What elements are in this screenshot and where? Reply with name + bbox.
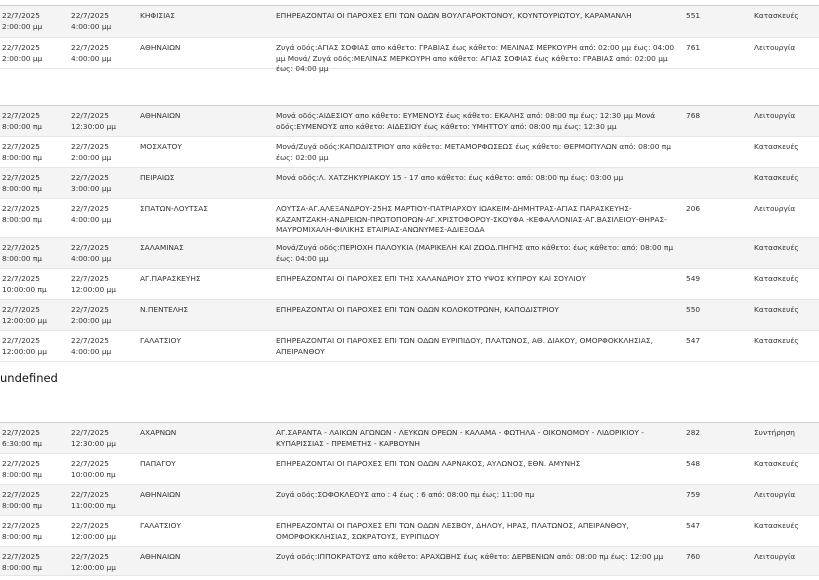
section-heading: undefined xyxy=(0,371,58,385)
end-datetime xyxy=(71,305,137,326)
end-datetime-text: 10:00:00 πμ xyxy=(71,469,116,479)
end-datetime-text: 22/7/2025 xyxy=(71,305,109,314)
affected-streets-text: ΕΠΗΡΕΑΖΟΝΤΑΙ ΟΙ ΠΑΡΟΧΕΣ ΕΠΙ ΤΩΝ ΟΔΩΝ ΛΕΣΒΟΥ, ΔΗΛΟΥ, ΗΡΑΣ, ΠΛΑΤΩΝΟΣ, ΑΠΕΙΡΑΝΘΟΥ, ΟΜΟΡΦΟΚΚΛΗΣΙΑΣ, ΣΩΚΡΑΤΟΥΣ, ΕΥΡΙΠΙΔΟΥ xyxy=(276,521,629,541)
affected-streets xyxy=(276,142,680,163)
end-datetime-text: 22/7/2025 xyxy=(71,243,109,252)
start-datetime-text: 8:00:00 πμ xyxy=(2,253,42,263)
outage-table-group-3 xyxy=(0,422,819,576)
start-datetime xyxy=(2,428,68,449)
end-datetime-text: 12:00:00 μμ xyxy=(71,531,116,541)
start-datetime-text: 2:00:00 μμ xyxy=(2,53,43,63)
work-number xyxy=(686,11,726,22)
area-name-text: ΣΑΛΑΜΙΝΑΣ xyxy=(140,243,184,252)
start-datetime-text: 12:00:00 μμ xyxy=(2,346,47,356)
end-datetime xyxy=(71,459,137,480)
affected-streets-text: ΑΓ.ΣΑΡΑΝΤΑ - ΛΑΙΚΩΝ ΑΓΩΝΩΝ - ΛΕΥΚΩΝ ΟΡΕΩΝ - ΚΑΛΑΜΑ - ΦΩΤΗΛΑ - ΟΙΚΟΝΟΜΟΥ - ΛΙΔΟΡΙΚΙΟΥ - ΚΥΠΑΡΙΣΣΙΑΣ - ΠΡΕΜΕΤΗΣ - ΚΑΡΒΟΥΝΗ xyxy=(276,428,644,448)
end-datetime-text: 22/7/2025 xyxy=(71,459,109,468)
table-row xyxy=(0,168,819,199)
work-type-text: Κατασκευές xyxy=(754,459,799,468)
start-datetime-text: 22/7/2025 xyxy=(2,274,40,283)
area-name xyxy=(140,111,270,122)
work-type xyxy=(754,274,816,285)
work-type xyxy=(754,552,816,563)
table-row xyxy=(0,516,819,547)
start-datetime-text: 22/7/2025 xyxy=(2,111,40,120)
start-datetime-text: 8:00:00 πμ xyxy=(2,531,42,541)
end-datetime xyxy=(71,428,137,449)
work-type-text: Λειτουργία xyxy=(754,490,796,499)
affected-streets-text: ΛΟΥΤΣΑ-ΑΓ.ΑΛΕΞΑΝΔΡΟΥ-25ΗΣ ΜΑΡΤΙΟΥ-ΠΑΤΡΙΑΡΧΟΥ ΙΩΑΚΕΙΜ-ΔΗΜΗΤΡΑΣ-ΑΓΙΑΣ ΠΑΡΑΣΚΕΥΗΣ-ΚΑΖΑΝΤΖΑΚΗ-ΑΝΔΡΕΙΩΝ-ΠΡΩΤΟΠΟΡΩΝ-ΑΓ.ΧΡΙΣΤΟΦΟΡΟΥ-ΣΚΟΥΦΑ -ΚΕΦΑΛΛΟΝΙΑΣ-ΑΓ.ΒΑΣΙΛΕΙΟΥ-ΘΗΡΑΣ-ΜΑΥΡΟΜΙΧΑΛΗ-ΦΙΛΙΚΗΣ ΕΤΑΙΡΙΑΣ-ΑΝΩΝΥΜΕΣ-ΑΔΙΕΞΟΔΑ xyxy=(276,204,667,234)
outage-table-group-2 xyxy=(0,105,819,362)
end-datetime-text: 2:00:00 μμ xyxy=(71,152,112,162)
work-type-text: Λειτουργία xyxy=(754,204,796,213)
affected-streets-text: Ζυγά οδός:ΙΠΠΟΚΡΑΤΟΥΣ απο κάθετο: ΑΡΑΧΩΒΗΣ έως κάθετο: ΔΕΡΒΕΝΙΩΝ από: 08:00 πμ έως: 12:00 μμ xyxy=(276,552,664,561)
area-name-text: ΚΗΦΙΣΙΑΣ xyxy=(140,11,175,20)
start-datetime xyxy=(2,305,68,326)
work-number-text: 759 xyxy=(686,490,701,499)
start-datetime-text: 22/7/2025 xyxy=(2,142,40,151)
work-type xyxy=(754,521,816,532)
affected-streets xyxy=(276,204,680,236)
end-datetime-text: 2:00:00 μμ xyxy=(71,315,112,325)
work-number-text: 547 xyxy=(686,336,701,345)
table-row xyxy=(0,199,819,238)
start-datetime xyxy=(2,43,68,64)
affected-streets xyxy=(276,173,680,184)
end-datetime xyxy=(71,274,137,295)
work-type-text: Κατασκευές xyxy=(754,274,799,283)
end-datetime xyxy=(71,173,137,194)
work-number-text: 548 xyxy=(686,459,701,468)
work-number xyxy=(686,552,726,563)
end-datetime-text: 11:00:00 πμ xyxy=(71,500,116,510)
area-name xyxy=(140,490,270,501)
start-datetime-text: 8:00:00 πμ xyxy=(2,562,42,572)
end-datetime xyxy=(71,204,137,225)
work-type-text: Κατασκευές xyxy=(754,521,799,530)
area-name xyxy=(140,243,270,254)
start-datetime xyxy=(2,243,68,264)
work-type-text: Κατασκευές xyxy=(754,305,799,314)
work-type-text: Λειτουργία xyxy=(754,43,796,52)
table-row xyxy=(0,454,819,485)
end-datetime-text: 12:00:00 μμ xyxy=(71,284,116,294)
work-type xyxy=(754,305,816,316)
area-name-text: ΑΘΗΝΑΙΩΝ xyxy=(140,43,181,52)
end-datetime-text: 22/7/2025 xyxy=(71,521,109,530)
end-datetime xyxy=(71,336,137,357)
end-datetime-text: 4:00:00 μμ xyxy=(71,346,112,356)
end-datetime-text: 12:30:00 μμ xyxy=(71,121,116,131)
end-datetime-text: 4:00:00 μμ xyxy=(71,53,112,63)
area-name xyxy=(140,428,270,439)
start-datetime-text: 8:00:00 πμ xyxy=(2,152,42,162)
work-type-text: Κατασκευές xyxy=(754,142,799,151)
area-name xyxy=(140,305,270,316)
work-number-text: 550 xyxy=(686,305,701,314)
affected-streets-text: Μονά/Ζυγά οδός:ΚΑΠΟΔΙΣΤΡΙΟΥ απο κάθετο: ΜΕΤΑΜΟΡΦΩΣΕΩΣ έως κάθετο: ΘΕΡΜΟΠΥΛΩΝ από: 08:00 πμ έως: 02:00 μμ xyxy=(276,142,671,162)
affected-streets-text: ΕΠΗΡΕΑΖΟΝΤΑΙ ΟΙ ΠΑΡΟΧΕΣ ΕΠΙ ΤΗΣ ΧΑΛΑΝΔΡΙΟΥ ΣΤΟ ΥΨΟΣ ΚΥΠΡΟΥ ΚΑΙ ΣΟΥΛΙΟΥ xyxy=(276,274,587,283)
area-name xyxy=(140,142,270,153)
area-name-text: ΑΘΗΝΑΙΩΝ xyxy=(140,111,181,120)
start-datetime xyxy=(2,490,68,511)
area-name xyxy=(140,204,270,215)
start-datetime-text: 22/7/2025 xyxy=(2,43,40,52)
work-type xyxy=(754,43,816,54)
affected-streets xyxy=(276,11,680,22)
work-number-text: 768 xyxy=(686,111,701,120)
work-number xyxy=(686,43,726,54)
start-datetime xyxy=(2,521,68,542)
start-datetime xyxy=(2,142,68,163)
affected-streets xyxy=(276,43,680,75)
affected-streets-text: ΕΠΗΡΕΑΖΟΝΤΑΙ ΟΙ ΠΑΡΟΧΕΣ ΕΠΙ ΤΩΝ ΟΔΩΝ ΕΥΡΙΠΙΔΟΥ, ΠΛΑΤΩΝΟΣ, ΑΘ. ΔΙΑΚΟΥ, ΟΜΟΡΦΟΚΚΛΗΣΙΑΣ, ΑΠΕΙΡΑΝΘΟΥ xyxy=(276,336,653,356)
start-datetime-text: 8:00:00 πμ xyxy=(2,183,42,193)
end-datetime-text: 22/7/2025 xyxy=(71,552,109,561)
area-name-text: ΜΟΣΧΑΤΟΥ xyxy=(140,142,182,151)
table-row xyxy=(0,331,819,362)
end-datetime xyxy=(71,552,137,573)
work-type-text: Λειτουργία xyxy=(754,552,796,561)
area-name xyxy=(140,521,270,532)
end-datetime-text: 22/7/2025 xyxy=(71,142,109,151)
table-row xyxy=(0,238,819,269)
start-datetime-text: 22/7/2025 xyxy=(2,521,40,530)
area-name-text: ΑΘΗΝΑΙΩΝ xyxy=(140,490,181,499)
area-name xyxy=(140,459,270,470)
table-row xyxy=(0,300,819,331)
work-number xyxy=(686,459,726,470)
end-datetime xyxy=(71,243,137,264)
area-name-text: ΓΑΛΑΤΣΙΟΥ xyxy=(140,521,181,530)
work-number xyxy=(686,274,726,285)
work-number xyxy=(686,336,726,347)
affected-streets xyxy=(276,243,680,264)
affected-streets-text: ΕΠΗΡΕΑΖΟΝΤΑΙ ΟΙ ΠΑΡΟΧΕΣ ΕΠΙ ΤΩΝ ΟΔΩΝ ΒΟΥΛΓΑΡΟΚΤΟΝΟΥ, ΚΟΥΝΤΟΥΡΙΩΤΟΥ, ΚΑΡΑΜΑΝΛΗ xyxy=(276,11,632,20)
area-name xyxy=(140,11,270,22)
start-datetime-text: 22/7/2025 xyxy=(2,459,40,468)
area-name xyxy=(140,173,270,184)
end-datetime-text: 22/7/2025 xyxy=(71,173,109,182)
end-datetime xyxy=(71,142,137,163)
work-type xyxy=(754,11,816,22)
start-datetime xyxy=(2,173,68,194)
work-type-text: Κατασκευές xyxy=(754,243,799,252)
start-datetime-text: 22/7/2025 xyxy=(2,552,40,561)
work-number xyxy=(686,428,726,439)
table-row xyxy=(0,269,819,300)
end-datetime-text: 4:00:00 μμ xyxy=(71,214,112,224)
end-datetime-text: 22/7/2025 xyxy=(71,204,109,213)
affected-streets xyxy=(276,521,680,542)
end-datetime xyxy=(71,490,137,511)
table-row xyxy=(0,38,819,73)
outage-table-group-1 xyxy=(0,5,819,73)
end-datetime-text: 12:30:00 μμ xyxy=(71,438,116,448)
affected-streets xyxy=(276,490,680,501)
end-datetime xyxy=(71,111,137,132)
end-datetime xyxy=(71,43,137,64)
work-type xyxy=(754,173,816,184)
end-datetime-text: 22/7/2025 xyxy=(71,490,109,499)
affected-streets-text: Μονά οδός:Λ. ΧΑΤΖΗΚΥΡΙΑΚΟΥ 15 - 17 απο κάθετο: έως κάθετο: από: 08:00 πμ έως: 03:00 μμ xyxy=(276,173,624,182)
work-type xyxy=(754,336,816,347)
area-name-text: ΣΠΑΤΩΝ-ΛΟΥΤΣΑΣ xyxy=(140,204,208,213)
start-datetime-text: 22/7/2025 xyxy=(2,173,40,182)
area-name-text: ΑΘΗΝΑΙΩΝ xyxy=(140,552,181,561)
work-type xyxy=(754,428,816,439)
affected-streets xyxy=(276,305,680,316)
start-datetime-text: 22/7/2025 xyxy=(2,305,40,314)
start-datetime xyxy=(2,274,68,295)
work-number-text: 551 xyxy=(686,11,701,20)
work-type xyxy=(754,243,816,254)
affected-streets-text: ΕΠΗΡΕΑΖΟΝΤΑΙ ΟΙ ΠΑΡΟΧΕΣ ΕΠΙ ΤΩΝ ΟΔΩΝ ΛΑΡΝΑΚΟΣ, ΑΥΛΩΝΟΣ, ΕΘΝ. ΑΜΥΝΗΣ xyxy=(276,459,581,468)
affected-streets xyxy=(276,552,680,563)
affected-streets-text: Ζυγά οδός:ΑΓΙΑΣ ΣΟΦΙΑΣ απο κάθετο: ΓΡΑΒΙΑΣ έως κάθετο: ΜΕΛΙΝΑΣ ΜΕΡΚΟΥΡΗ από: 02:00 μμ έως: 04:00 μμ Μονά/ Ζυγά οδός:ΜΕΛΙΝΑΣ ΜΕΡΚΟΥΡΗ απο κάθετο: ΑΓΙΑΣ ΣΟΦΙΑΣ έως κάθετο: ΓΡΑΒΙΑΣ από: 02:00 μμ έως: 04:00 μμ xyxy=(276,43,675,73)
affected-streets-text: ΕΠΗΡΕΑΖΟΝΤΑΙ ΟΙ ΠΑΡΟΧΕΣ ΕΠΙ ΤΩΝ ΟΔΩΝ ΚΟΛΟΚΟΤΡΩΝΗ, ΚΑΠΟΔΙΣΤΡΙΟΥ xyxy=(276,305,559,314)
end-datetime-text: 3:00:00 μμ xyxy=(71,183,112,193)
work-type xyxy=(754,490,816,501)
area-name-text: Ν.ΠΕΝΤΕΛΗΣ xyxy=(140,305,189,314)
end-datetime-text: 4:00:00 μμ xyxy=(71,21,112,31)
start-datetime-text: 22/7/2025 xyxy=(2,243,40,252)
end-datetime xyxy=(71,521,137,542)
affected-streets xyxy=(276,459,680,470)
start-datetime-text: 22/7/2025 xyxy=(2,336,40,345)
end-datetime-text: 4:00:00 μμ xyxy=(71,253,112,263)
affected-streets xyxy=(276,428,680,449)
work-number-text: 760 xyxy=(686,552,701,561)
start-datetime-text: 22/7/2025 xyxy=(2,428,40,437)
area-name xyxy=(140,552,270,563)
end-datetime-text: 22/7/2025 xyxy=(71,43,109,52)
affected-streets xyxy=(276,111,680,132)
work-number xyxy=(686,521,726,532)
area-name-text: ΑΓ.ΠΑΡΑΣΚΕΥΗΣ xyxy=(140,274,201,283)
affected-streets-text: Μονά/Ζυγά οδός:ΠΕΡΙΟΧΗ ΠΑΛΟΥΚΙΑ (ΜΑΡΙΚΕΛΗ ΚΑΙ ΖΩΟΔ.ΠΗΓΗΣ απο κάθετο: έως κάθετο: από: 08:00 πμ έως: 04:00 μμ xyxy=(276,243,674,263)
start-datetime-text: 22/7/2025 xyxy=(2,11,40,20)
work-number-text: 549 xyxy=(686,274,701,283)
work-type xyxy=(754,142,816,153)
end-datetime-text: 22/7/2025 xyxy=(71,11,109,20)
start-datetime xyxy=(2,11,68,32)
table-row xyxy=(0,106,819,137)
affected-streets xyxy=(276,274,680,285)
start-datetime-text: 10:00:00 πμ xyxy=(2,284,47,294)
work-type xyxy=(754,111,816,122)
affected-streets-text: Ζυγά οδός:ΣΟΦΟΚΛΕΟΥΣ απο : 4 έως : 6 από: 08:00 πμ έως: 11:00 πμ xyxy=(276,490,535,499)
work-type-text: Λειτουργία xyxy=(754,111,796,120)
start-datetime xyxy=(2,336,68,357)
start-datetime-text: 8:00:00 πμ xyxy=(2,469,42,479)
area-name-text: ΑΧΑΡΝΩΝ xyxy=(140,428,177,437)
work-number xyxy=(686,204,726,215)
start-datetime-text: 6:30:00 πμ xyxy=(2,438,42,448)
area-name-text: ΠΑΠΑΓΟΥ xyxy=(140,459,176,468)
area-name xyxy=(140,336,270,347)
table-row xyxy=(0,423,819,454)
work-number-text: 761 xyxy=(686,43,701,52)
work-number xyxy=(686,490,726,501)
work-type-text: Κατασκευές xyxy=(754,336,799,345)
start-datetime xyxy=(2,204,68,225)
end-datetime-text: 12:00:00 μμ xyxy=(71,562,116,572)
start-datetime-text: 8:00:00 πμ xyxy=(2,214,42,224)
table-row xyxy=(0,547,819,576)
work-type-text: Κατασκευές xyxy=(754,173,799,182)
end-datetime-text: 22/7/2025 xyxy=(71,274,109,283)
affected-streets xyxy=(276,336,680,357)
affected-streets-text: Μονά οδός:ΑΙΔΕΣΙΟΥ απο κάθετο: ΕΥΜΕΝΟΥΣ έως κάθετο: ΕΚΑΛΗΣ από: 08:00 πμ έως: 12:30 μμ Μονά οδός:ΕΥΜΕΝΟΥΣ απο κάθετο: ΑΙΔΕΣΙΟΥ έως κάθετο: ΥΜΗΤΤΟΥ από: 08:00 πμ έως: 12:30 μμ xyxy=(276,111,656,131)
start-datetime-text: 8:00:00 πμ xyxy=(2,121,42,131)
work-number xyxy=(686,111,726,122)
work-number-text: 282 xyxy=(686,428,701,437)
work-type xyxy=(754,459,816,470)
start-datetime-text: 22/7/2025 xyxy=(2,204,40,213)
area-name-text: ΠΕΙΡΑΙΩΣ xyxy=(140,173,175,182)
start-datetime-text: 8:00:00 πμ xyxy=(2,500,42,510)
start-datetime-text: 12:00:00 μμ xyxy=(2,315,47,325)
area-name xyxy=(140,43,270,54)
end-datetime-text: 22/7/2025 xyxy=(71,428,109,437)
table-row xyxy=(0,137,819,168)
end-datetime-text: 22/7/2025 xyxy=(71,336,109,345)
end-datetime-text: 22/7/2025 xyxy=(71,111,109,120)
work-type-text: Συντήρηση xyxy=(754,428,795,437)
end-datetime xyxy=(71,11,137,32)
table-row xyxy=(0,485,819,516)
start-datetime-text: 2:00:00 μμ xyxy=(2,21,43,31)
work-type xyxy=(754,204,816,215)
area-name-text: ΓΑΛΑΤΣΙΟΥ xyxy=(140,336,181,345)
work-type-text: Κατασκευές xyxy=(754,11,799,20)
table-row xyxy=(0,6,819,38)
work-number xyxy=(686,305,726,316)
area-name xyxy=(140,274,270,285)
start-datetime-text: 22/7/2025 xyxy=(2,490,40,499)
start-datetime xyxy=(2,552,68,573)
start-datetime xyxy=(2,111,68,132)
work-number-text: 547 xyxy=(686,521,701,530)
work-number-text: 206 xyxy=(686,204,701,213)
start-datetime xyxy=(2,459,68,480)
